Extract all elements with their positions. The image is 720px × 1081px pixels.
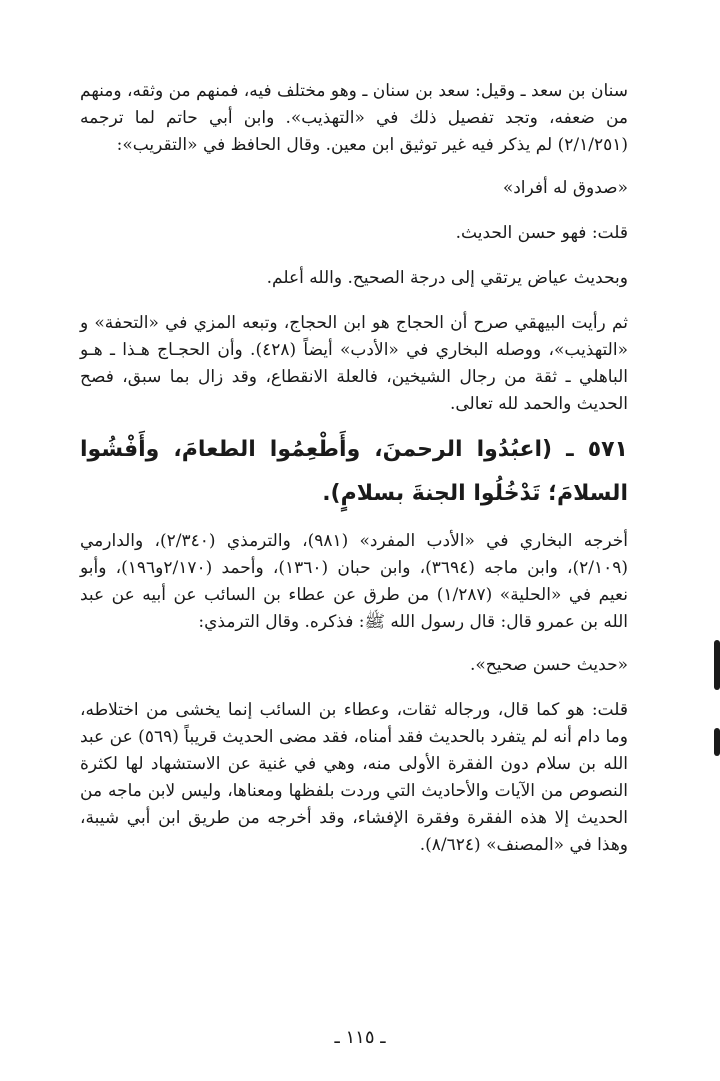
page-body [80,78,628,869]
hadith-heading: ٥٧١ ـ (اعبُدُوا الرحمنَ، وأَطْعِمُوا الطعامَ، وأَفْشُوا السلامَ؛ تَدْخُلُوا الجنةَ بسلامٍ). [80,437,628,506]
paragraph-sahih-verdict: وبحديث عياض يرتقي إلى درجة الصحيح. والله أعلم. [266,268,628,288]
paragraph-narrator-discussion: سنان بن سعد ـ وقيل: سعد بن سنان ـ وهو مختلف فيه، فمنهم من وثقه، ومنهم من ضعفه، وتجد تفصيل ذلك في «التهذيب». وابن أبي حاتم لما ترجمه (٢/١/٢٥١) لم يذكر فيه غير توثيق ابن معين. وقال الحافظ في «التقريب»: [80,81,628,155]
paragraph-hasan-verdict: قلت: فهو حسن الحديث. [455,223,628,243]
page-number: ـ ١١٥ ـ [334,1027,386,1048]
paragraph-author-comment: قلت: هو كما قال، ورجاله ثقات، وعطاء بن السائب إنما يخشى من اختلاطه، وما دام أنه لم يتفرد بالحديث فقد أمناه، فقد مضى الحديث قريباً (٥٦٩) عن عبد الله بن سلام دون الفقرة الأولى منه، وهي في غنية عن الاستشهاد لها لكثرة النصوص من الآيات والأحاديث التي وردت بلفظها ومعناها، وليس لابن ماجه من الحديث إلا هذه الفقرة وفقرة الإفشاء، وقد أخرجه من طريق ابن أبي شيبة، وهذا في «المصنف» (٨/٦٢٤). [80,700,628,855]
paragraph-bayhaqi-note: ثم رأيت البيهقي صرح أن الحجاج هو ابن الحجاج، وتبعه المزي في «التحفة» و «التهذيب»، ووصله البخاري في «الأدب» أيضاً (٤٢٨). وأن الحجـاج هـذا ـ هـو الباهلي ـ ثقة من رجال الشيخين، فالعلة الانقطاع، وقد زال بما سبق، فصح الحديث والحمد لله تعالى. [80,313,628,414]
paragraph-tirmidhi-quote: «حديث حسن صحيح». [470,655,628,675]
scan-edge-mark [714,728,720,756]
paragraph-takhrij: أخرجه البخاري في «الأدب المفرد» (٩٨١)، والترمذي (٢/٣٤٠)، والدارمي (٢/١٠٩)، وابن ماجه (٣٦٩٤)، وابن حبان (١٣٦٠)، وأحمد (٢/١٧٠و١٩٦)، وأبو نعيم في «الحلية» (١/٢٨٧) من طرق عن عطاء بن السائب عن أبيه عن عبد الله بن عمرو قال: قال رسول الله ﷺ: فذكره. وقال الترمذي: [80,531,628,632]
scan-edge-mark [714,640,720,690]
paragraph-taqrib-quote: «صدوق له أفراد» [502,178,628,198]
